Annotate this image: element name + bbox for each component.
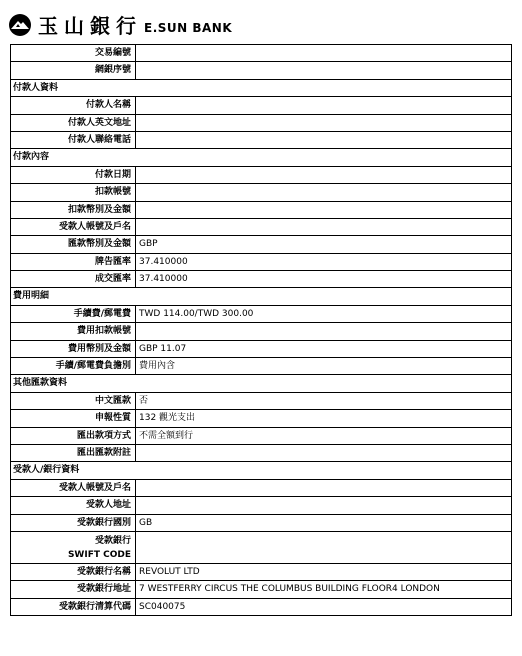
table-row xyxy=(11,236,511,253)
field-label: 扣款幣別及金額 xyxy=(11,202,136,218)
field-value: GBP xyxy=(139,239,158,250)
table-row xyxy=(11,323,511,340)
field-value xyxy=(136,132,511,148)
field-value: GBP 11.07 xyxy=(139,343,187,354)
field-value: TWD 114.00/TWD 300.00 xyxy=(139,308,254,319)
field-label: 受款銀行國別 xyxy=(11,515,136,531)
field-value xyxy=(136,323,511,339)
table-row xyxy=(11,393,511,410)
field-value xyxy=(136,62,511,78)
transaction-table xyxy=(10,44,512,616)
field-value xyxy=(136,532,511,563)
table-row xyxy=(11,45,511,62)
table-row xyxy=(11,184,511,201)
field-value xyxy=(136,480,511,496)
bank-name-en: E.SUN BANK xyxy=(144,20,233,35)
field-label: 受款銀行地址 xyxy=(11,581,136,597)
field-value: 費用內含 xyxy=(139,361,176,372)
field-label: 受款銀行清算代碼 xyxy=(11,599,136,615)
section-header: 費用明細 xyxy=(11,288,511,305)
table-row xyxy=(11,428,511,445)
field-label: 中文匯款 xyxy=(11,393,136,409)
mountain-logo-icon xyxy=(8,13,32,37)
table-row xyxy=(11,410,511,427)
field-value xyxy=(136,115,511,131)
table-row xyxy=(11,497,511,514)
field-value: 否 xyxy=(139,395,149,406)
field-value: GB xyxy=(139,517,153,528)
table-row xyxy=(11,515,511,532)
section-header: 付款內容 xyxy=(11,149,511,166)
field-label: 網銀序號 xyxy=(11,62,136,78)
bank-logo xyxy=(8,10,232,39)
table-row xyxy=(11,219,511,236)
section-header: 其他匯款資料 xyxy=(11,375,511,392)
field-label: 受款銀行名稱 xyxy=(11,564,136,580)
field-label-line1: 受款銀行 xyxy=(94,535,131,546)
table-row xyxy=(11,97,511,114)
field-label: 付款人名稱 xyxy=(11,97,136,113)
field-value xyxy=(136,45,511,61)
section-header: 付款人資料 xyxy=(11,80,511,97)
field-value xyxy=(136,167,511,183)
table-row xyxy=(11,271,511,288)
field-value xyxy=(136,445,511,461)
field-label: 交易編號 xyxy=(11,45,136,61)
field-label: 匯出款項方式 xyxy=(11,428,136,444)
table-row xyxy=(11,132,511,149)
field-value: 37.410000 xyxy=(139,274,188,285)
field-label: 付款日期 xyxy=(11,167,136,183)
field-label: 付款人聯絡電話 xyxy=(11,132,136,148)
field-label: 受款人帳號及戶名 xyxy=(11,219,136,235)
table-row xyxy=(11,599,511,616)
field-value xyxy=(136,497,511,513)
table-row xyxy=(11,202,511,219)
field-label: 費用扣款帳號 xyxy=(11,323,136,339)
section-header: 受款人/銀行資料 xyxy=(11,462,511,479)
table-row xyxy=(11,532,511,564)
table-row xyxy=(11,581,511,598)
field-value xyxy=(136,184,511,200)
table-row xyxy=(11,564,511,581)
table-row xyxy=(11,358,511,375)
table-row xyxy=(11,480,511,497)
table-row xyxy=(11,167,511,184)
field-label: 手續/郵電費負擔別 xyxy=(11,358,136,374)
field-label: 付款人英文地址 xyxy=(11,115,136,131)
field-value xyxy=(136,202,511,218)
field-label: 扣款帳號 xyxy=(11,184,136,200)
field-label: 手續費/郵電費 xyxy=(11,306,136,322)
field-label: 申報性質 xyxy=(11,410,136,426)
table-row xyxy=(11,254,511,271)
field-value: 132 觀光支出 xyxy=(139,413,196,424)
field-label: 牌告匯率 xyxy=(11,254,136,270)
field-value: SC040075 xyxy=(139,601,186,612)
table-row xyxy=(11,341,511,358)
table-row xyxy=(11,445,511,462)
field-value xyxy=(136,219,511,235)
field-label-line2: SWIFT CODE xyxy=(67,549,131,560)
field-value: 7 WESTFERRY CIRCUS THE COLUMBUS BUILDING FLOOR4 LONDON xyxy=(139,584,440,595)
header xyxy=(0,0,522,44)
field-label xyxy=(11,532,136,563)
field-label: 受款人地址 xyxy=(11,497,136,513)
field-value: 37.410000 xyxy=(139,256,188,267)
field-label: 匯款幣別及金額 xyxy=(11,236,136,252)
field-value: 不需全額到行 xyxy=(139,430,194,441)
table-row xyxy=(11,306,511,323)
field-value xyxy=(136,97,511,113)
table-row xyxy=(11,115,511,132)
field-label: 成交匯率 xyxy=(11,271,136,287)
table-row xyxy=(11,62,511,79)
field-label: 受款人帳號及戶名 xyxy=(11,480,136,496)
bank-name-zh: 玉山銀行 xyxy=(38,14,142,38)
field-value: REVOLUT LTD xyxy=(139,566,200,577)
field-label: 匯出匯款附註 xyxy=(11,445,136,461)
field-label: 費用幣別及金額 xyxy=(11,341,136,357)
